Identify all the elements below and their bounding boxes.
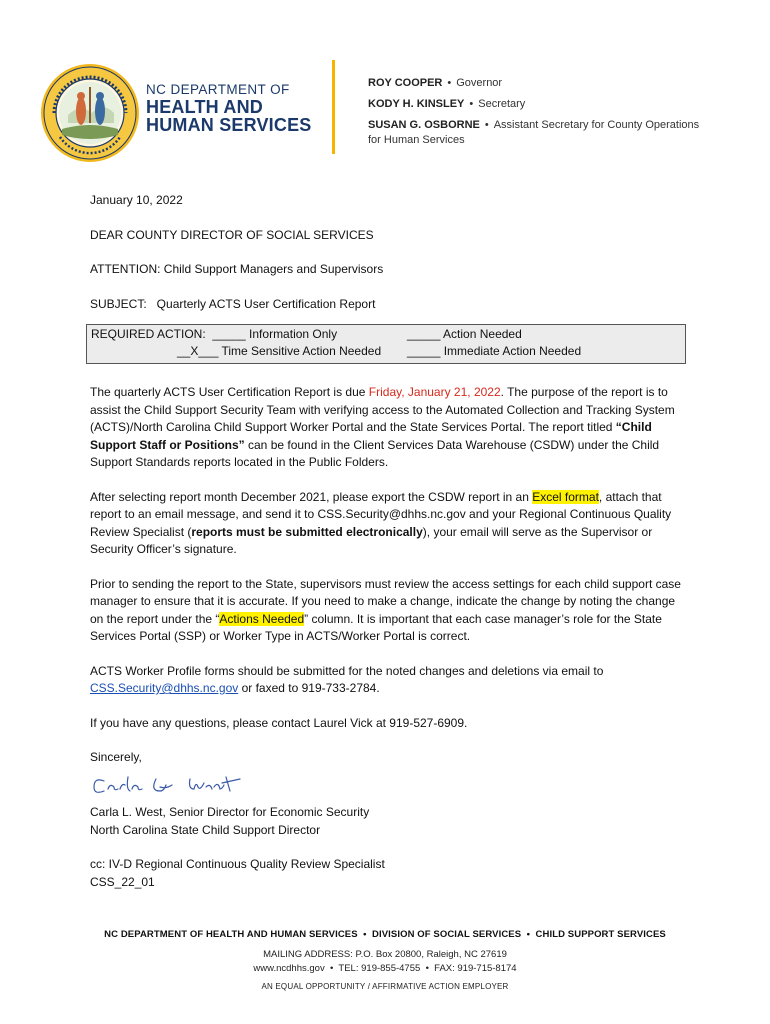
paragraph-profile-forms: ACTS Worker Profile forms should be submitted for the noted changes and deletions via email to CSS.Security@dhhs.nc.gov or faxed to 919-733-2784. <box>90 663 604 695</box>
required-action-box <box>86 324 686 364</box>
department-logo-text <box>146 82 312 134</box>
footer-department: NC DEPARTMENT OF HEALTH AND HUMAN SERVICES • DIVISION OF SOCIAL SERVICES • CHILD SUPPORT SERVICES <box>104 929 666 940</box>
dept-line-2: HEALTH AND <box>146 97 263 117</box>
closing: Sincerely, <box>90 750 142 764</box>
report-title: “Child Support Staff or Positions” <box>90 420 652 452</box>
footer-contact: www.ncdhhs.gov • TEL: 919-855-4755 • FAX: 919-715-8174 <box>253 963 517 974</box>
header-divider <box>332 60 335 154</box>
signer-name: Carla L. West, Senior Director for Economic Security <box>90 805 370 819</box>
paragraph-due-date: The quarterly ACTS User Certification Report is due Friday, January 21, 2022. The purpose of the report is to assist the Child Support Security Team with verifying access to the Automated Collection and Tracking System (ACTS)/North Carolina Child Support Worker Portal and the State Services Portal. The report titled “Child Support Staff or Positions” can be found in the Client Services Data Warehouse (CSDW) under the Child Support Standards reports located in the Public Folders. <box>90 385 675 469</box>
actions-needed-highlight: Actions Needed <box>219 611 305 626</box>
signature-icon <box>90 771 270 799</box>
css-security-email-link[interactable]: CSS.Security@dhhs.nc.gov <box>90 681 239 695</box>
footer-mailing: MAILING ADDRESS: P.O. Box 20800, Raleigh, NC 27619 <box>263 949 507 960</box>
salutation: DEAR COUNTY DIRECTOR OF SOCIAL SERVICES <box>90 227 374 242</box>
action-needed: _____ Action Needed <box>407 327 522 341</box>
officials-list <box>368 76 699 154</box>
signature-block <box>90 804 690 839</box>
official-governor: ROY COOPER • Governor <box>368 77 503 89</box>
dept-line-3: HUMAN SERVICES <box>146 115 312 135</box>
paragraph-review: Prior to sending the report to the State, supervisors must review the access settings for each child support case manager to ensure that it is accurate. If you need to make a change, indicate the change by noting the change on the report under the “Actions Needed” column. It is important that each case manager’s role for the State Services Portal (SSP) or Worker Type in ACTS/Worker Portal is correct. <box>90 576 681 643</box>
action-info-only: REQUIRED ACTION: _____ Information Only <box>91 327 338 341</box>
official-assistant-secretary: SUSAN G. OSBORNE • Assistant Secretary for County Operations for Human Services <box>368 119 700 146</box>
subject-line: SUBJECT: Quarterly ACTS User Certification Report <box>90 296 376 311</box>
cc-line: cc: IV-D Regional Continuous Quality Review Specialist <box>90 857 385 871</box>
cc-block <box>90 856 690 891</box>
action-time-sensitive: __X___ Time Sensitive Action Needed <box>177 344 382 358</box>
letter-body <box>90 192 690 891</box>
excel-format-highlight: Excel format <box>532 489 599 504</box>
footer-address <box>0 948 770 976</box>
footer-eoe: AN EQUAL OPPORTUNITY / AFFIRMATIVE ACTION EMPLOYER <box>261 982 509 991</box>
reference-code: CSS_22_01 <box>90 874 155 889</box>
due-date: Friday, January 21, 2022 <box>368 385 501 399</box>
dept-line-1: NC DEPARTMENT OF <box>146 82 290 97</box>
action-immediate: _____ Immediate Action Needed <box>407 344 582 358</box>
official-secretary: KODY H. KINSLEY • Secretary <box>368 98 526 110</box>
nc-state-seal-icon <box>40 63 140 163</box>
signer-title: North Carolina State Child Support Director <box>90 822 321 837</box>
letter-date: January 10, 2022 <box>90 193 183 207</box>
attention-line: ATTENTION: Child Support Managers and Supervisors <box>90 262 384 276</box>
paragraph-export: After selecting report month December 2021, please export the CSDW report in an Excel format, attach that report to an email message, and send it to CSS.Security@dhhs.nc.gov and your Regional Continuous Quality Review Specialist (reports must be submitted electronically), your email will serve as the Supervisor or Security Officer’s signature. <box>90 489 672 556</box>
paragraph-questions: If you have any questions, please contact Laurel Vick at 919-527-6909. <box>90 715 468 730</box>
